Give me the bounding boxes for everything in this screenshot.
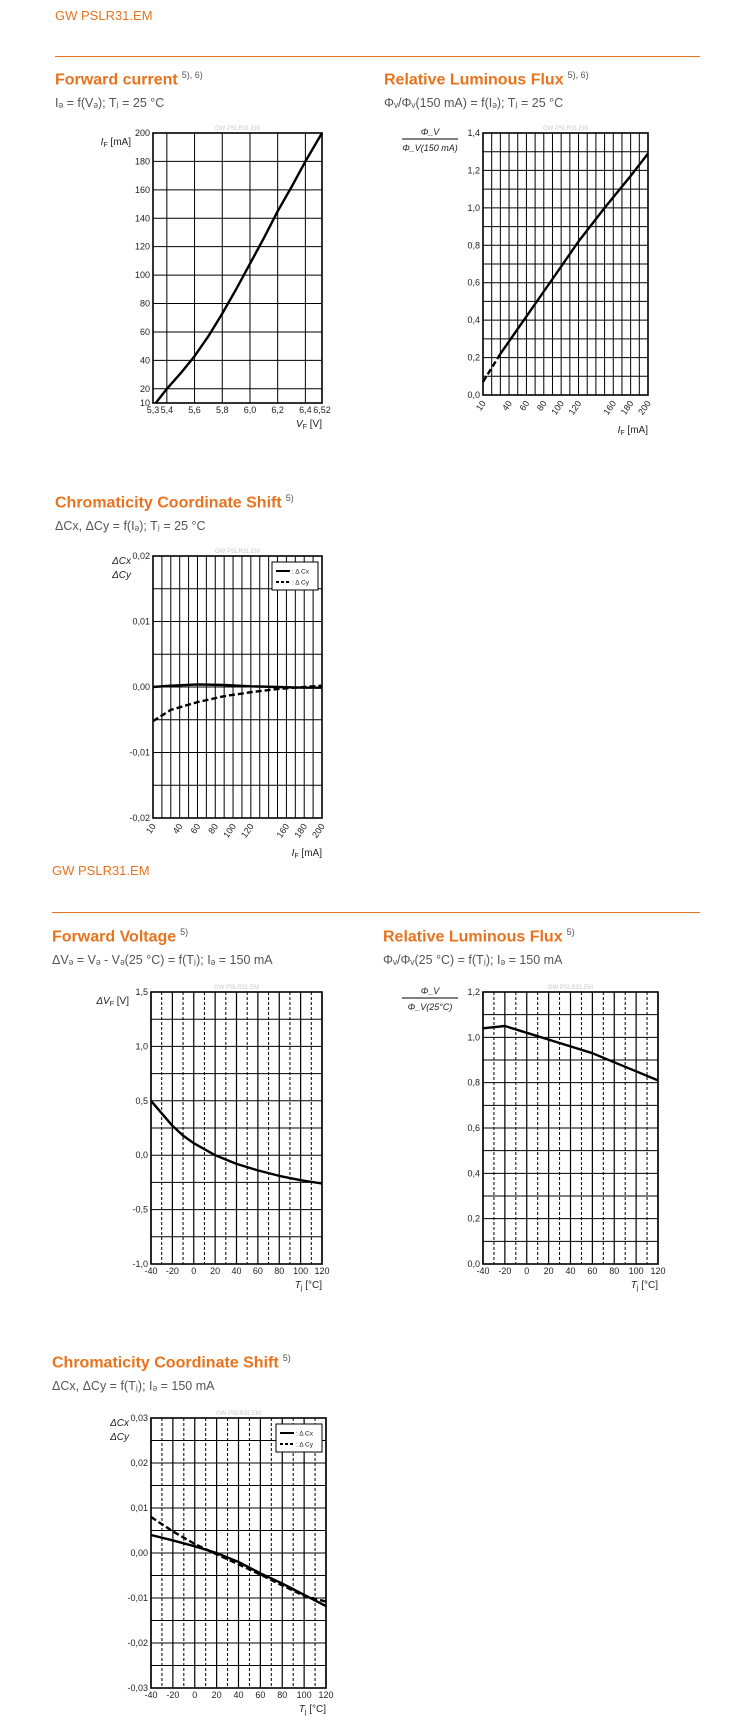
y-tick-label: -0,5 bbox=[132, 1204, 148, 1215]
x-tick-label: 120 bbox=[650, 1266, 666, 1276]
x-tick-label: 200 bbox=[636, 398, 653, 417]
x-tick-label: 160 bbox=[601, 398, 619, 417]
y-tick-label: 1,0 bbox=[467, 1032, 480, 1043]
x-tick-label: 0 bbox=[192, 1690, 198, 1700]
chart-c6-group bbox=[109, 1411, 333, 1716]
y-tick-label: 1,2 bbox=[467, 165, 480, 176]
y-tick-label: 1,5 bbox=[135, 987, 148, 997]
series-2-point bbox=[325, 1601, 326, 1602]
series-2-point bbox=[260, 1574, 261, 1575]
y-tick-label: -0,03 bbox=[127, 1683, 148, 1693]
y-tick-label: 1,0 bbox=[135, 1041, 148, 1052]
x-tick-label: 120 bbox=[314, 1266, 330, 1276]
legend-label: : Δ Cy bbox=[296, 1441, 313, 1449]
y-tick-label: -0,02 bbox=[127, 1638, 148, 1648]
section-subtitle-relative-flux-current: Φᵥ/Φᵥ(150 mA) = f(Iₔ); Tⱼ = 25 °C bbox=[384, 96, 564, 110]
x-tick-label: 6,52 bbox=[313, 405, 331, 415]
y-axis-label-bottom: Φ_V(150 mA) bbox=[402, 143, 458, 153]
y-tick-label: -0,01 bbox=[127, 1593, 148, 1603]
x-tick-label: 60 bbox=[188, 821, 203, 836]
x-tick-label: 6,4 bbox=[299, 405, 312, 415]
y-tick-label: 10 bbox=[139, 398, 150, 408]
x-tick-label: 20 bbox=[210, 1266, 221, 1276]
watermark: GW PSLR31.EM bbox=[542, 126, 589, 132]
x-tick-label: 80 bbox=[206, 821, 221, 836]
y-tick-label: 0,6 bbox=[467, 277, 480, 288]
section-subtitle-forward-voltage: ΔVₔ = Vₔ - Vₔ(25 °C) = f(Tⱼ); Iₔ = 150 mA bbox=[52, 953, 273, 967]
y-tick-label: 0,02 bbox=[132, 551, 150, 561]
x-axis-label: $V_F$ [V] bbox=[296, 419, 322, 431]
series-2-point bbox=[172, 1531, 173, 1532]
section-subtitle-forward-current: Iₔ = f(Vₔ); Tⱼ = 25 °C bbox=[55, 96, 165, 110]
x-tick-label: -40 bbox=[476, 1266, 490, 1276]
x-tick-label: 6,0 bbox=[243, 405, 257, 415]
x-tick-label: 60 bbox=[587, 1266, 598, 1276]
x-axis-label: $I_F$ [mA] bbox=[291, 848, 322, 860]
x-tick-label: 40 bbox=[231, 1266, 242, 1276]
x-tick-label: 100 bbox=[293, 1266, 309, 1276]
x-tick-label: 5,3 bbox=[146, 405, 160, 415]
y-tick-label: 160 bbox=[134, 184, 150, 195]
y-axis-label-top: Φ_V bbox=[420, 986, 440, 996]
document-id-top: GW PSLR31.EM bbox=[55, 8, 153, 23]
series-2-point bbox=[194, 1543, 195, 1544]
series-2-point bbox=[150, 1516, 151, 1517]
section-title-forward-current: Forward current $^{5), 6)}$ bbox=[55, 70, 203, 89]
y-tick-label: 0,2 bbox=[467, 352, 480, 363]
y-tick-label: 120 bbox=[134, 241, 150, 252]
y-tick-label: 20 bbox=[139, 383, 150, 394]
y-axis-label-top: ΔCx bbox=[110, 1418, 129, 1429]
x-tick-label: 120 bbox=[566, 398, 584, 417]
section-title-chromaticity-current: Chromaticity Coordinate Shift $^{5)}$ bbox=[55, 493, 294, 512]
x-tick-label: 100 bbox=[296, 1690, 312, 1700]
section-subtitle-chromaticity-temp: ΔCx, ΔCy = f(Tⱼ); Iₔ = 150 mA bbox=[52, 1379, 215, 1393]
x-tick-label: 80 bbox=[277, 1690, 288, 1700]
y-tick-label: 140 bbox=[134, 213, 150, 224]
watermark: GW PSLR31.EM bbox=[547, 985, 594, 991]
x-tick-label: 5,8 bbox=[216, 405, 229, 415]
y-axis-label: $\Delta V_F$ [V] bbox=[96, 996, 129, 1008]
x-tick-label: 0 bbox=[524, 1266, 530, 1276]
x-tick-label: 10 bbox=[473, 398, 488, 413]
section-title-chromaticity-temp: Chromaticity Coordinate Shift $^{5)}$ bbox=[52, 1353, 291, 1372]
x-tick-label: 20 bbox=[543, 1266, 554, 1276]
y-tick-label: 0,03 bbox=[130, 1413, 148, 1423]
x-tick-label: 180 bbox=[618, 398, 636, 417]
y-tick-label: 1,2 bbox=[467, 987, 480, 997]
x-tick-label: 60 bbox=[255, 1690, 266, 1700]
x-tick-label: 6,2 bbox=[271, 405, 284, 415]
y-tick-label: 0,2 bbox=[467, 1213, 480, 1224]
y-tick-label: 0,0 bbox=[467, 390, 480, 400]
y-tick-label: 1,4 bbox=[467, 128, 480, 138]
y-tick-label: 1,0 bbox=[467, 202, 480, 213]
y-tick-label: -0,02 bbox=[129, 813, 150, 823]
y-axis-label-bottom: ΔCy bbox=[112, 570, 131, 581]
x-tick-label: 100 bbox=[549, 398, 567, 417]
x-axis-label: $T_j$ [°C] bbox=[294, 1280, 322, 1292]
watermark: GW PSLR31.EM bbox=[213, 985, 260, 991]
x-tick-label: 40 bbox=[500, 398, 514, 413]
document-id-second: GW PSLR31.EM bbox=[52, 863, 150, 878]
x-tick-label: 60 bbox=[252, 1266, 263, 1276]
x-tick-label: 100 bbox=[221, 821, 238, 840]
series-1-point bbox=[238, 1561, 239, 1562]
y-tick-label: 0,00 bbox=[132, 682, 150, 692]
x-tick-label: 40 bbox=[233, 1690, 244, 1700]
x-tick-label: 10 bbox=[143, 821, 158, 836]
y-tick-label: 0,00 bbox=[130, 1548, 148, 1558]
y-tick-label: 100 bbox=[134, 270, 150, 281]
section-subtitle-relative-flux-temp: Φᵥ/Φᵥ(25 °C) = f(Tⱼ); Iₔ = 150 mA bbox=[383, 953, 563, 967]
legend-label: : Δ Cy bbox=[292, 579, 309, 587]
section-title-forward-voltage: Forward Voltage $^{5)}$ bbox=[52, 927, 189, 946]
x-tick-label: 20 bbox=[211, 1690, 222, 1700]
series-1-point bbox=[150, 1534, 151, 1535]
x-tick-label: -40 bbox=[144, 1266, 158, 1276]
x-tick-label: 120 bbox=[238, 821, 256, 840]
series-2-point bbox=[282, 1585, 283, 1586]
y-tick-label: 0,8 bbox=[467, 240, 480, 251]
y-tick-label: 60 bbox=[139, 326, 150, 337]
y-tick-label: 40 bbox=[139, 355, 150, 366]
y-tick-label: 0,6 bbox=[467, 1123, 480, 1133]
y-tick-label: -1,0 bbox=[132, 1259, 148, 1269]
y-tick-label: -0,01 bbox=[129, 747, 150, 758]
x-tick-label: 80 bbox=[609, 1266, 620, 1276]
x-tick-label: -40 bbox=[144, 1690, 158, 1700]
section-title-relative-flux-temp: Relative Luminous Flux $^{5)}$ bbox=[383, 927, 575, 946]
x-tick-label: -20 bbox=[166, 1690, 180, 1700]
y-tick-label: 0,8 bbox=[467, 1077, 480, 1088]
x-tick-label: 5,4 bbox=[160, 405, 174, 415]
x-tick-label: 40 bbox=[565, 1266, 576, 1276]
watermark: GW PSLR31.EM bbox=[215, 1411, 262, 1417]
series-1-point bbox=[194, 1546, 195, 1547]
x-axis-label: $T_j$ [°C] bbox=[630, 1280, 658, 1292]
x-tick-label: 0 bbox=[191, 1266, 197, 1276]
y-tick-label: 0,02 bbox=[130, 1458, 148, 1468]
y-axis-label: $I_F$ [mA] bbox=[100, 137, 131, 149]
y-tick-label: 80 bbox=[139, 298, 150, 309]
y-tick-label: 0,4 bbox=[467, 1168, 480, 1179]
y-tick-label: 0,5 bbox=[135, 1095, 148, 1106]
series-2-point bbox=[238, 1564, 239, 1565]
x-tick-label: 160 bbox=[274, 821, 292, 840]
x-axis-label: $I_F$ [mA] bbox=[617, 425, 648, 437]
x-tick-label: 80 bbox=[534, 398, 549, 413]
x-axis-label: $T_j$ [°C] bbox=[298, 1704, 326, 1716]
x-tick-label: 40 bbox=[170, 821, 185, 836]
series-1-point bbox=[325, 1606, 326, 1607]
watermark: GW PSLR31.EM bbox=[214, 549, 261, 555]
y-tick-label: 0,4 bbox=[467, 315, 480, 326]
y-tick-label: 180 bbox=[134, 156, 150, 167]
x-tick-label: 5,6 bbox=[188, 405, 201, 415]
legend-label: : Δ Cx bbox=[296, 1430, 313, 1438]
section-subtitle-chromaticity-current: ΔCx, ΔCy = f(Iₔ); Tⱼ = 25 °C bbox=[55, 519, 206, 533]
y-tick-label: 0,01 bbox=[132, 616, 150, 627]
x-tick-label: 100 bbox=[628, 1266, 644, 1276]
x-tick-label: 60 bbox=[517, 398, 532, 413]
y-tick-label: 0,0 bbox=[135, 1150, 148, 1161]
y-axis-label-bottom: Φ_V(25°C) bbox=[407, 1002, 453, 1012]
series-2-point bbox=[216, 1554, 217, 1555]
y-tick-label: 200 bbox=[134, 128, 150, 138]
legend-label: : Δ Cx bbox=[292, 568, 309, 576]
y-tick-label: 0,01 bbox=[130, 1503, 148, 1513]
y-axis-label-bottom: ΔCy bbox=[110, 1432, 129, 1443]
x-tick-label: 80 bbox=[274, 1266, 285, 1276]
y-tick-label: 0,0 bbox=[467, 1259, 480, 1269]
x-tick-label: 200 bbox=[310, 821, 327, 840]
x-tick-label: 120 bbox=[318, 1690, 334, 1700]
section-title-relative-flux-current: Relative Luminous Flux $^{5), 6)}$ bbox=[384, 70, 589, 89]
x-tick-label: -20 bbox=[165, 1266, 179, 1276]
x-tick-label: 180 bbox=[292, 821, 310, 840]
y-axis-label-top: Φ_V bbox=[420, 127, 440, 137]
watermark: GW PSLR31.EM bbox=[214, 126, 261, 132]
x-tick-label: -20 bbox=[498, 1266, 512, 1276]
series-2-point bbox=[304, 1595, 305, 1596]
y-axis-label-top: ΔCx bbox=[112, 556, 131, 567]
series-1-point bbox=[172, 1540, 173, 1541]
